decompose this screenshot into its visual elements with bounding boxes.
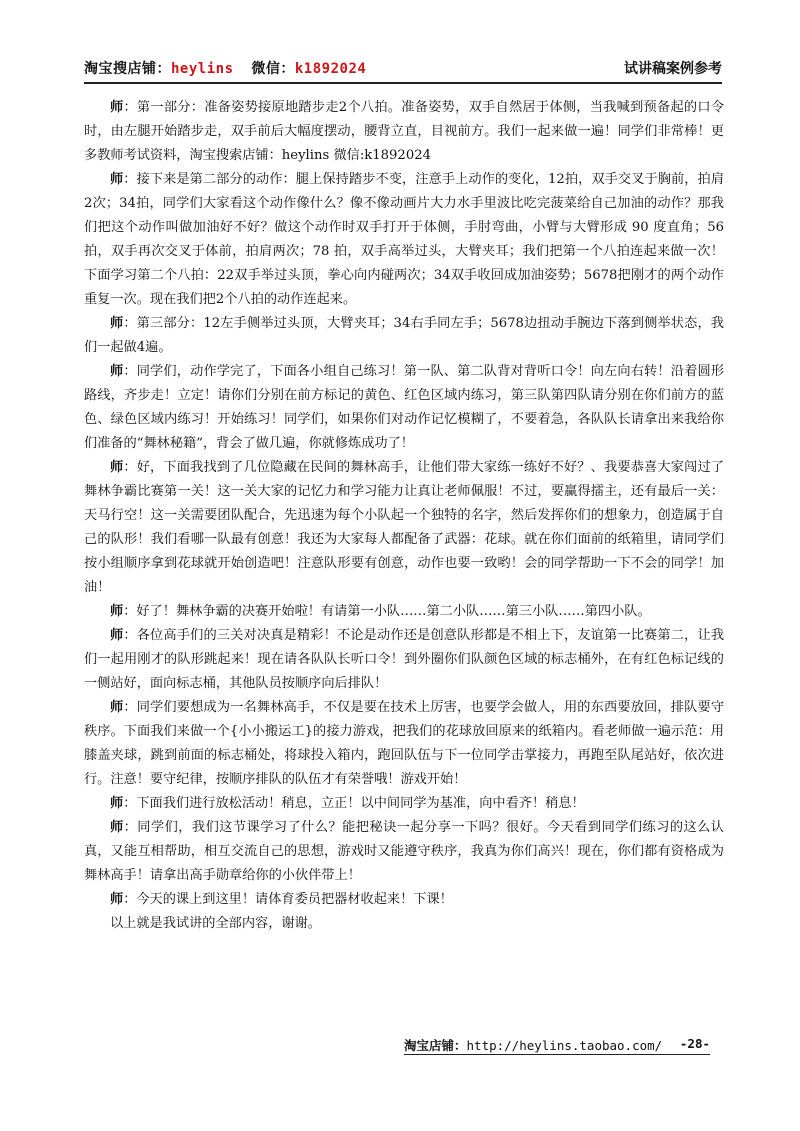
paragraph: [84, 360, 724, 456]
page-number: -28-: [679, 1036, 710, 1051]
paragraph-text: ：好，下面我找到了几位隐藏在民间的舞林高手，让他们带大家练一练好不好？、我要恭喜大家闯过了舞林争霸比赛第一关！这一关大家的记忆力和学习能力让真让老师佩服！不过，要赢得擂主，还有最后一关：天马行空！这一关需要团队配合，先迅速为每个小队起一个独特的名字，然后发挥你们的想象力，创造属于自己的队形！我们看哪一队最有创意！我还为大家每人都配备了武器：花球。就在你们面前的纸箱里，请同学们按小组顺序拿到花球就开始创造吧！注意队形要有创意，动作也要一致哟！会的同学帮助一下不会的同学！加油！: [84, 460, 725, 595]
speaker-label: 师: [110, 604, 124, 619]
header-title: 试讲稿案例参考: [624, 61, 722, 77]
paragraph: [84, 600, 724, 624]
paragraph-text: ：各位高手们的三关对决真是精彩！不论是动作还是创意队形都是不相上下，友谊第一比赛第二，让我们一起用刚才的队形跳起来！现在请各队队长听口令！到外圈你们队颜色区域的标志桶外，在有红色标记线的一侧站好，面向标志桶，其他队员按顺序向后排队！: [84, 628, 725, 691]
paragraph: [84, 624, 724, 696]
document-body: [84, 96, 724, 936]
footer-label: 淘宝店铺：: [404, 1038, 467, 1053]
wechat-id: k1892024: [294, 61, 367, 77]
paragraph: [84, 96, 724, 168]
paragraph: [84, 456, 724, 600]
speaker-label: 师: [110, 172, 124, 187]
footer-url-link[interactable]: http://heylins.taobao.com/: [466, 1038, 663, 1053]
paragraph: [84, 888, 724, 912]
speaker-label: 师: [110, 796, 124, 811]
paragraph-text: ：接下来是第二部分的动作：腿上保持踏步不变，注意手上动作的变化，12拍，双手交叉于胸前，拍肩2次；34拍，同学们大家看这个动作像什么？像不像动画片大力水手里波比吃完菠菜给自己加油的动作？那我们把这个动作叫做加油好不好？做这个动作时双手打开于体侧，手肘弯曲，小臂与大臂形成 90 度直角；56 拍，双手再次交叉于体前，拍肩两次；78 拍，双手高举过头，大臂夹耳；我们把第一个八拍连起来做一次！下面学习第二个八拍：22双手举过头顶，拳心向内碰两次；34双手收回成加油姿势；5678把刚才的两个动作重复一次。现在我们把2个八拍的动作连起来。: [84, 172, 725, 307]
speaker-label: 师: [110, 316, 124, 331]
speaker-label: 师: [110, 364, 124, 379]
closing-paragraph: [84, 912, 724, 936]
paragraph-text: ：下面我们进行放松活动！稍息，立正！以中间同学为基准，向中看齐！稍息！: [123, 796, 585, 811]
paragraph-text: ：同学们，动作学完了，下面各小组自己练习！第一队、第二队背对背听口令！向左向右转！沿着圆形路线，齐步走！立定！请你们分别在前方标记的黄色、红色区域内练习，第三队第四队请分别在你们前方的蓝色、绿色区域内练习！开始练习！同学们，如果你们对动作记忆模糊了，不要着急，各队队长请拿出来我给你们准备的“舞林秘籍”，背会了做几遍，你就修炼成功了！: [84, 364, 725, 451]
page-header: [84, 56, 722, 84]
header-shop-info: [84, 58, 366, 78]
paragraph-text: ：今天的课上到这里！请体育委员把器材收起来！下课！: [123, 892, 453, 907]
paragraph: [84, 312, 724, 360]
paragraph: [84, 816, 724, 888]
shop-name: heylins: [171, 61, 234, 77]
speaker-label: 师: [110, 820, 124, 835]
paragraph-text: ：好了！舞林争霸的决赛开始啦！有请第一小队……第二小队……第三小队……第四小队。: [123, 604, 651, 619]
speaker-label: 师: [110, 892, 124, 907]
paragraph: [84, 792, 724, 816]
paragraph-text: ：同学们要想成为一名舞林高手，不仅是要在技术上厉害，也要学会做人，用的东西要放回，排队要守秩序。下面我们来做一个{小小搬运工}的接力游戏，把我们的花球放回原来的纸箱内。看老师做一遍示范：用膝盖夹球，跳到前面的标志桶处，将球投入箱内，跑回队伍与下一位同学击掌接力，再跑至队尾站好，依次进行。注意！要守纪律，按顺序排队的队伍才有荣誉哦！游戏开始！: [84, 700, 725, 787]
shop-label: 淘宝搜店铺：: [84, 61, 171, 77]
paragraph-text: 以上就是我试讲的全部内容，谢谢。: [110, 916, 321, 931]
speaker-label: 师: [110, 700, 124, 715]
speaker-label: 师: [110, 100, 124, 115]
paragraph-text: ：同学们，我们这节课学习了什么？能把秘诀一起分享一下吗？很好。今天看到同学们练习的这么认真，又能互相帮助，相互交流自己的思想，游戏时又能遵守秩序，我真为你们高兴！现在，你们都有资格成为舞林高手！请拿出高手勋章给你的小伙伴带上！: [84, 820, 724, 883]
paragraph-text: ：第一部分：准备姿势接原地踏步走2个八拍。准备姿势，双手自然居于体侧，当我喊到预备起的口令时，由左腿开始踏步走，双手前后大幅度摆动，腰背立直，目视前方。我们一起来做一遍！同学们非常棒！更多教师考试资料，淘宝搜索店铺：heylins 微信:k1892024: [84, 100, 725, 163]
wechat-label: 微信：: [233, 61, 295, 77]
paragraph: [84, 696, 724, 792]
paragraph: [84, 168, 724, 312]
speaker-label: 师: [110, 460, 124, 475]
paragraph-text: ：第三部分：12左手侧举过头顶，大臂夹耳；34右手同左手；5678边扭动手腕边下落到侧举状态，我们一起做4遍。: [84, 316, 724, 355]
page-footer: [404, 1036, 710, 1055]
speaker-label: 师: [110, 628, 124, 643]
